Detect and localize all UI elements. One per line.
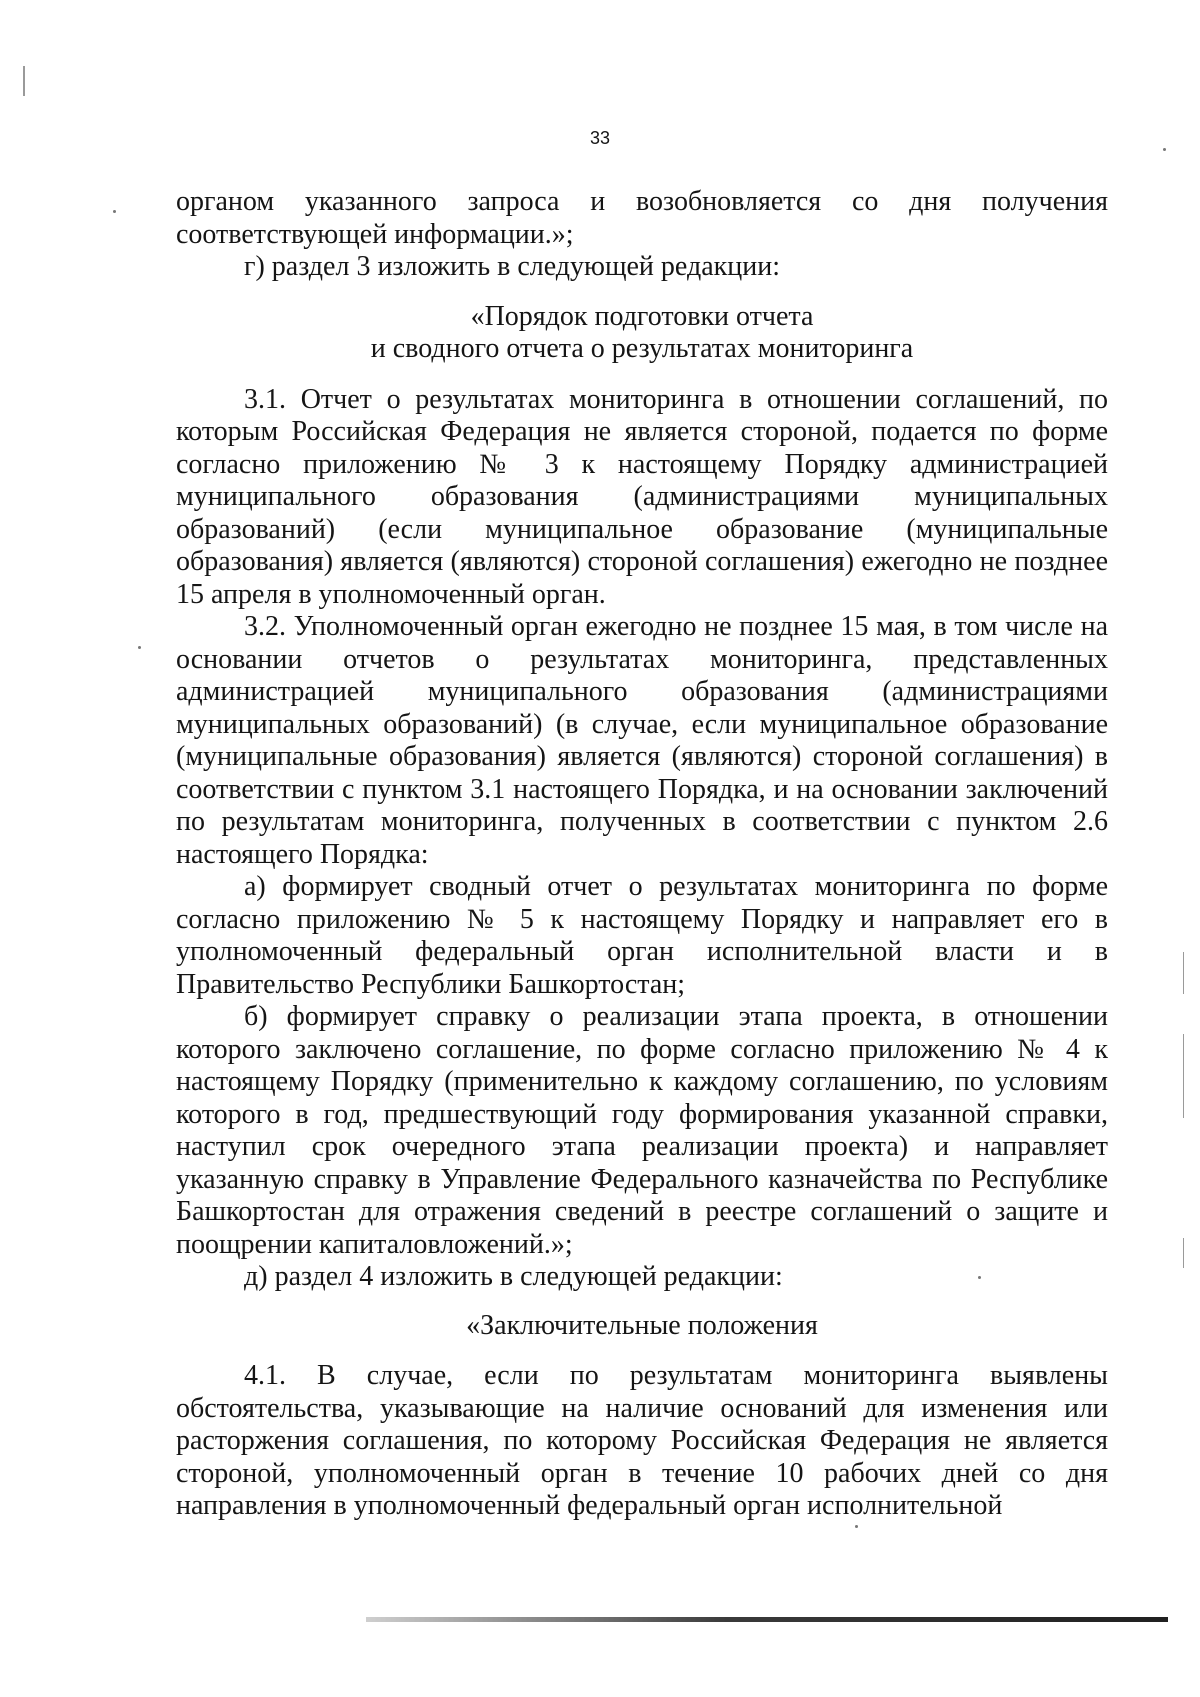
document-body <box>176 186 1108 1523</box>
scan-speck <box>978 1276 981 1279</box>
section-4-heading: «Заключительные положения <box>466 1309 818 1341</box>
paragraph-3-2-b: б) формирует справку о реализации этапа проекта, в отношении которого заключено соглашение, по форме согласно приложению № 4 к настоящему Порядку (применительно к каждому соглашению, по условиям которого в год, предшествующий году формирования указанной справки, наступил срок очередного этапа реализации проекта) и направляет указанную справку в Управление Федерального казначейства по Республике Башкортостан для отражения сведений в реестре соглашений о защите и поощрении капиталовложений.»; <box>176 1001 1108 1260</box>
paragraph-3-2-a: а) формирует сводный отчет о результатах мониторинга по форме согласно приложению № 5 к настоящему Порядку и направляет его в уполномоченный федеральный орган исполнительной власти и в Правительство Республики Башкортостан; <box>176 871 1108 1000</box>
scan-speck <box>138 646 141 649</box>
paragraph-3-1: 3.1. Отчет о результатах мониторинга в отношении соглашений, по которым Российская Федерация не является стороной, подается по форме согласно приложению № 3 к настоящему Порядку администрацией муниципального образования (администрациями муниципальных образований) (если муниципальное образование (муниципальные образования) является (являются) стороной соглашения) ежегодно не позднее 15 апреля в уполномоченный орган. <box>176 383 1108 610</box>
paragraph-amendment-g: г) раздел 3 изложить в следующей редакции: <box>244 251 780 282</box>
scan-margin-mark <box>1183 1034 1184 1118</box>
scan-speck <box>1163 148 1166 151</box>
page-number: 33 <box>589 128 611 148</box>
scan-margin-mark <box>23 66 25 96</box>
scan-speck <box>113 210 116 213</box>
scan-speck <box>855 1525 858 1528</box>
scan-margin-mark <box>1183 1238 1184 1268</box>
paragraph-3-2: 3.2. Уполномоченный орган ежегодно не позднее 15 мая, в том числе на основании отчетов о результатах мониторинга, представленных администрацией муниципального образования (администрациями муниципальных образований) (в случае, если муниципальное образование (муниципальные образования) является (являются) стороной соглашения) в соответствии с пунктом 3.1 настоящего Порядка, и на основании заключений по результатам мониторинга, полученных в соответствии с пунктом 2.6 настоящего Порядка: <box>176 611 1108 870</box>
scan-margin-mark <box>1183 952 1184 994</box>
paragraph-continuation: органом указанного запроса и возобновляется со дня получения соответствующей информации.»; <box>176 186 1108 250</box>
paragraph-amendment-d: д) раздел 4 изложить в следующей редакции: <box>244 1261 783 1292</box>
scan-bottom-edge <box>366 1617 1168 1622</box>
paragraph-4-1: 4.1. В случае, если по результатам мониторинга выявлены обстоятельства, указывающие на наличие оснований для изменения или расторжения соглашения, по которому Российская Федерация не является стороной, уполномоченный орган в течение 10 рабочих дней со дня направления в уполномоченный федеральный орган исполнительной <box>176 1360 1108 1521</box>
section-3-heading: «Порядок подготовки отчета и сводного отчета о результатах мониторинга <box>370 300 914 364</box>
